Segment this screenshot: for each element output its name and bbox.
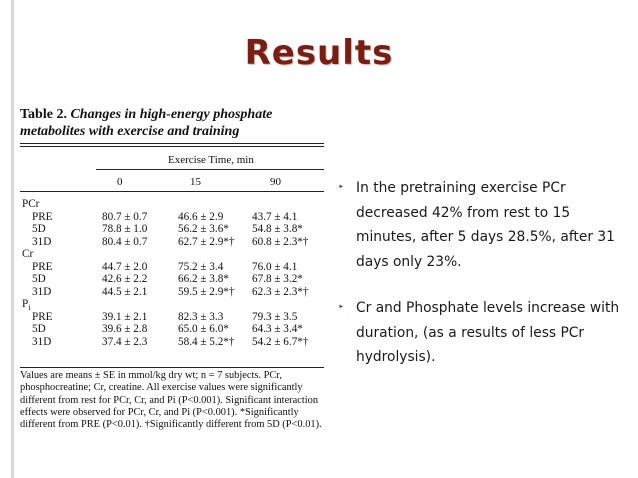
table-cell: 46.6 ± 2.9 <box>178 210 224 223</box>
table-cell: 78.8 ± 1.0 <box>102 223 148 235</box>
bullet-item <box>338 296 623 370</box>
table-cell: 64.3 ± 3.4* <box>252 323 303 335</box>
table-caption-line2: metabolites with exercise and training <box>20 124 240 139</box>
table-cell: 66.2 ± 3.8* <box>178 273 229 285</box>
table-cell: 58.4 ± 5.2*† <box>178 335 235 348</box>
table-row-label: 31D <box>32 335 52 348</box>
table-cell: 54.2 ± 6.7*† <box>252 335 309 348</box>
table-cell: 42.6 ± 2.2 <box>102 273 148 285</box>
table-row-label: 31D <box>32 285 52 298</box>
table-bottom-rule <box>20 367 324 368</box>
table-row-label: PRE <box>32 210 53 223</box>
table-cell: 67.8 ± 3.2* <box>252 273 303 285</box>
bullet-marker-icon: ‣ <box>338 182 344 193</box>
table-header-group-rule <box>96 169 324 170</box>
bullet-item <box>338 176 623 274</box>
table-cell: 44.5 ± 2.1 <box>102 285 148 298</box>
bullet-text: Cr and Phosphate levels increase with duration, (as a results of less PCr hydrolysis). <box>356 300 620 365</box>
table-header-rule <box>20 191 324 192</box>
bullet-text: In the pretraining exercise PCr decreased 42% from rest to 15 minutes, after 5 days 28.5%, after 31 days only 23%. <box>356 180 615 270</box>
table-footnote: Values are means ± SE in mmol/kg dry wt; n = 7 subjects. PCr, phosphocreatine; Cr, creatine. All exercise values were significantly different from rest for PCr, Cr, and Pi (P<0.001). Significant interaction effects were observed for PCr, Cr, and Pi (P<0.001). *Significantly different from PRE (P<0.01). †Significantly different from 5D (P<0.01). <box>20 370 322 431</box>
table-group-label-subscript: i <box>28 303 31 313</box>
table-cell: 75.2 ± 3.4 <box>178 260 224 273</box>
table-row-label: PRE <box>32 310 53 323</box>
table-cell: 82.3 ± 3.3 <box>178 310 224 323</box>
table-caption-line1: Changes in high-energy phosphate <box>70 107 273 122</box>
table-caption-label: Table 2. <box>20 107 67 122</box>
table-header-group: Exercise Time, min <box>168 154 254 166</box>
table-row-label: 5D <box>32 323 46 335</box>
table-caption <box>20 106 272 140</box>
table-cell: 54.8 ± 3.8* <box>252 223 303 235</box>
table-cell: 44.7 ± 2.0 <box>102 260 148 273</box>
table-column-header: 15 <box>190 176 201 188</box>
table-cell: 60.8 ± 2.3*† <box>252 235 309 248</box>
table-top-rule-double <box>20 146 324 147</box>
table-top-rule <box>20 143 324 144</box>
table-group-label: $P_i$ <box>22 298 31 313</box>
table-cell: 59.5 ± 2.9*† <box>178 285 235 298</box>
table-row-label: 31D <box>32 235 52 248</box>
table-group-label: Cr <box>22 248 34 260</box>
table-cell: 56.2 ± 3.6* <box>178 223 229 235</box>
table-cell: 65.0 ± 6.0* <box>178 323 229 335</box>
slide-title: Results <box>244 33 394 73</box>
table-cell: 62.7 ± 2.9*† <box>178 235 235 248</box>
bullet-marker-icon: ‣ <box>338 302 344 313</box>
table-cell: 79.3 ± 3.5 <box>252 310 298 323</box>
table-row-label: 5D <box>32 223 46 235</box>
table-row-label: PRE <box>32 260 53 273</box>
table-cell: 37.4 ± 2.3 <box>102 335 148 348</box>
table-cell: 39.6 ± 2.8 <box>102 323 148 335</box>
bullet-list <box>338 176 623 370</box>
table-column-header: 90 <box>270 176 281 188</box>
table-row-label: 5D <box>32 273 46 285</box>
table-cell: 62.3 ± 2.3*† <box>252 285 309 298</box>
table-cell: 76.0 ± 4.1 <box>252 260 298 273</box>
table-cell: 39.1 ± 2.1 <box>102 310 148 323</box>
table-group-label: PCr <box>22 198 40 210</box>
table-cell: 80.7 ± 0.7 <box>102 210 148 223</box>
table-cell: 43.7 ± 4.1 <box>252 210 298 223</box>
table-cell: 80.4 ± 0.7 <box>102 235 148 248</box>
results-table <box>20 106 324 458</box>
table-column-header: 0 <box>117 176 123 188</box>
